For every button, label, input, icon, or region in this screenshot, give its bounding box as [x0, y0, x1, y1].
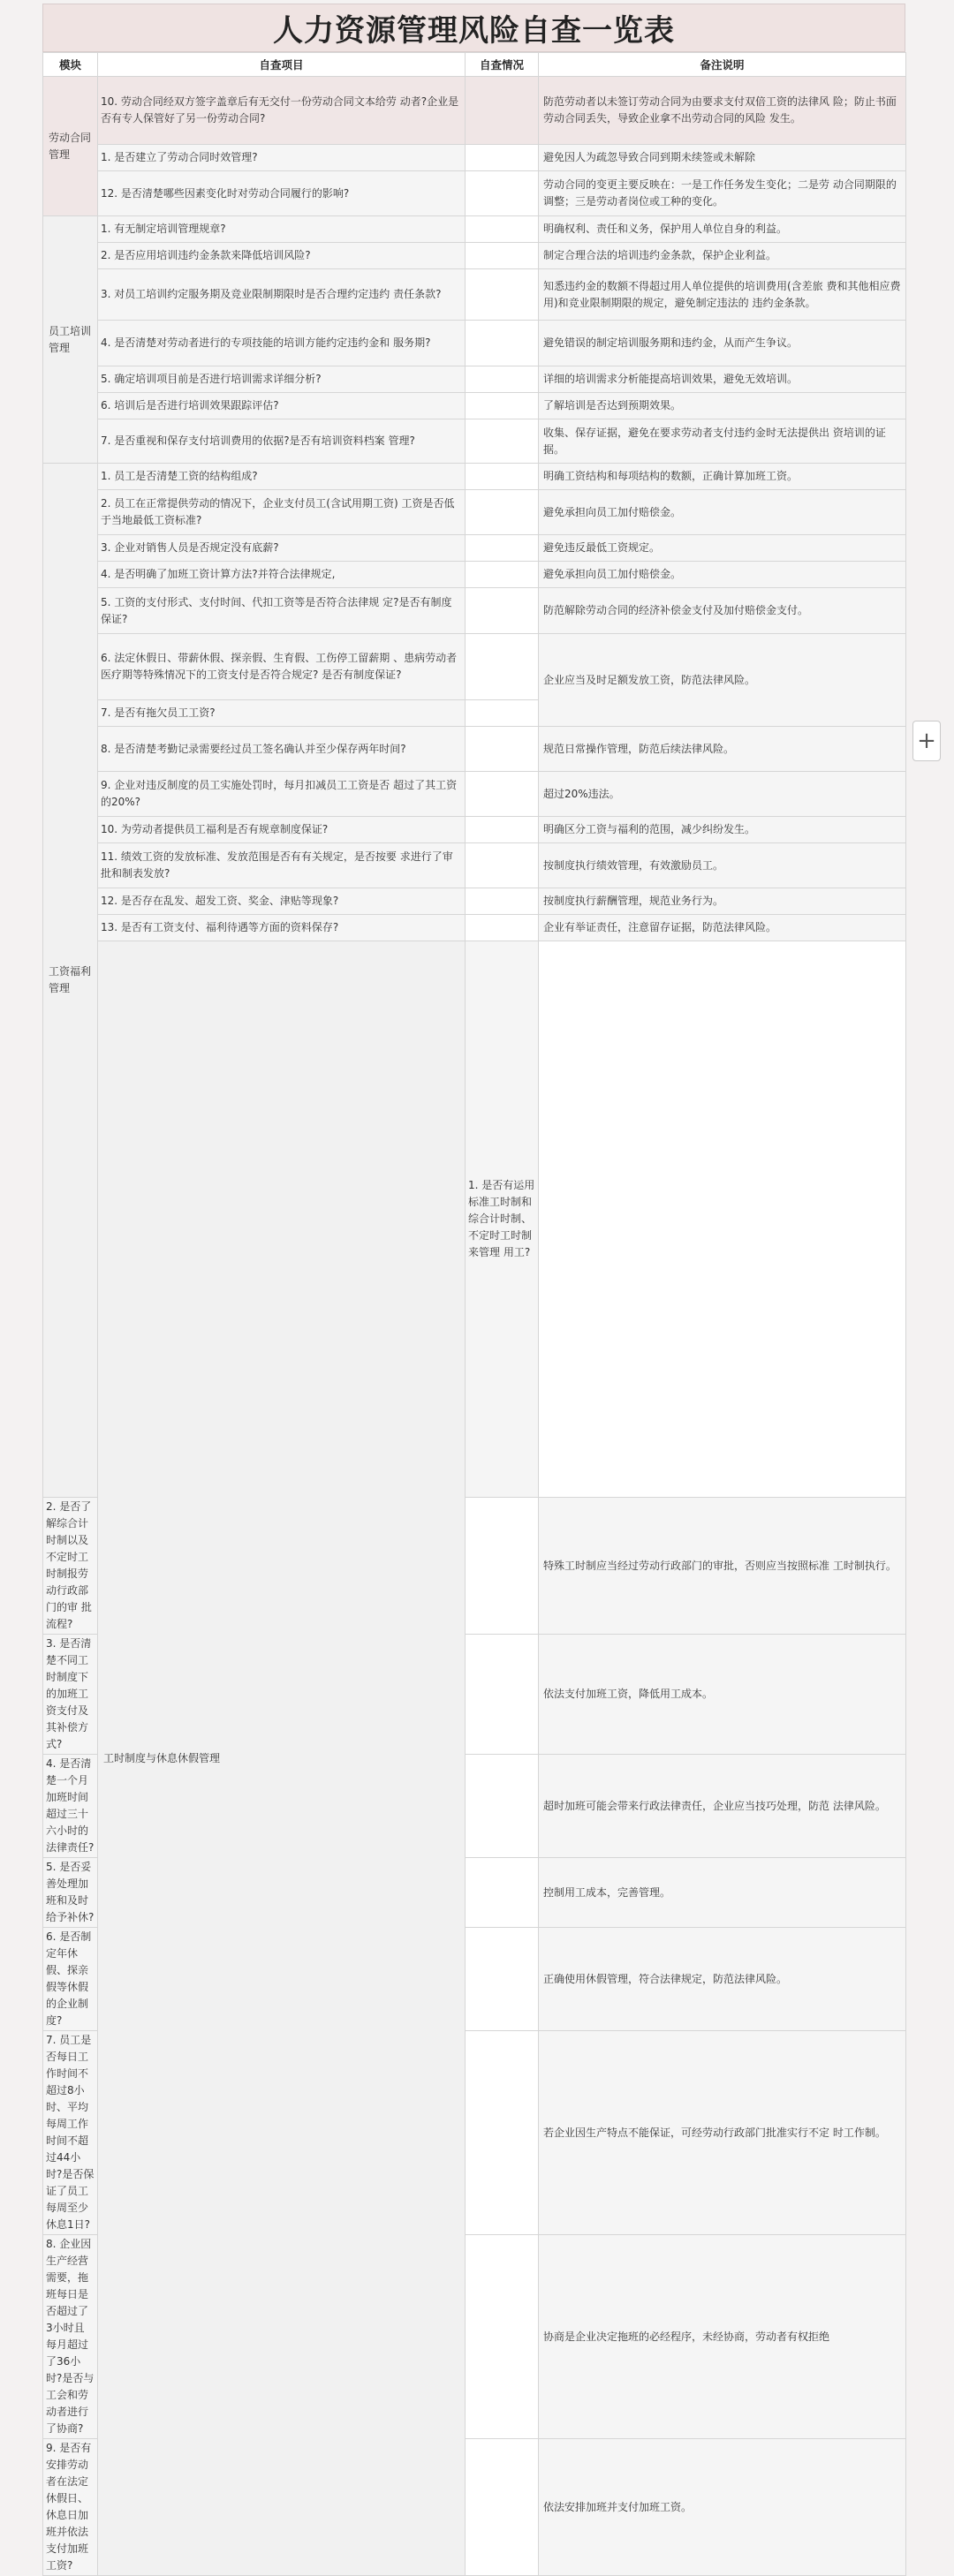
- item-cell[interactable]: 9. 企业对违反制度的员工实施处罚时，每月扣减员工工资是否 超过了其工资的20%?: [98, 772, 466, 817]
- note-cell[interactable]: 特殊工时制应当经过劳动行政部门的审批，否则应当按照标准 工时制执行。: [539, 1498, 906, 1635]
- item-cell[interactable]: 12. 是否存在乱发、超发工资、奖金、津贴等现象?: [98, 888, 466, 915]
- add-button[interactable]: +: [912, 721, 941, 761]
- table-row: [43, 77, 906, 145]
- table-row: [43, 535, 906, 562]
- note-cell[interactable]: 明确区分工资与福利的范围，减少纠纷发生。: [539, 817, 906, 843]
- item-cell[interactable]: 5. 确定培训项目前是否进行培训需求详细分析?: [98, 366, 466, 393]
- status-cell[interactable]: [466, 843, 539, 888]
- table-row: [43, 171, 906, 216]
- spreadsheet: [42, 4, 905, 2576]
- note-cell[interactable]: 避免错误的制定培训服务期和违约金，从而产生争议。: [539, 321, 906, 366]
- status-cell[interactable]: [466, 727, 539, 772]
- table-row: [43, 772, 906, 817]
- header-row: [43, 53, 906, 77]
- table-row: [43, 464, 906, 490]
- table-row: [43, 243, 906, 269]
- checklist-table: [42, 52, 906, 2576]
- status-cell[interactable]: [466, 562, 539, 588]
- item-cell[interactable]: 7. 是否重视和保存支付培训费用的依据?是否有培训资料档案 管理?: [98, 419, 466, 464]
- status-cell[interactable]: [466, 419, 539, 464]
- item-cell[interactable]: 2. 是否了解综合计时制以及不定时工时制报劳动行政部门的审 批流程?: [43, 1498, 98, 1635]
- table-row: [43, 941, 906, 1498]
- table-row: [43, 817, 906, 843]
- table-row: [43, 145, 906, 171]
- note-cell[interactable]: 避免承担向员工加付赔偿金。: [539, 562, 906, 588]
- note-cell[interactable]: 防范解除劳动合同的经济补偿金支付及加付赔偿金支付。: [539, 588, 906, 634]
- item-cell[interactable]: 8. 企业因生产经营需要，拖班每日是否超过了3小时且每月超过 了36小时?是否与工会和劳动者进行了协商?: [43, 2235, 98, 2439]
- status-cell[interactable]: [466, 1858, 539, 1928]
- table-row: [43, 490, 906, 535]
- status-cell[interactable]: [466, 464, 539, 490]
- status-cell[interactable]: [466, 772, 539, 817]
- table-row: [43, 588, 906, 634]
- status-cell[interactable]: [466, 1928, 539, 2031]
- item-cell[interactable]: 5. 工资的支付形式、支付时间、代扣工资等是否符合法律规 定?是否有制度保证?: [98, 588, 466, 634]
- note-cell[interactable]: 依法支付加班工资，降低用工成本。: [539, 1635, 906, 1755]
- item-cell[interactable]: 3. 对员工培训约定服务期及竞业限制期限时是否合理约定违约 责任条款?: [98, 269, 466, 321]
- module-cell[interactable]: 工资福利管理: [43, 464, 98, 1498]
- status-cell[interactable]: [466, 216, 539, 243]
- item-cell[interactable]: 6. 是否制定年休假、探亲假等休假的企业制度?: [43, 1928, 98, 2031]
- status-cell[interactable]: [466, 243, 539, 269]
- note-cell[interactable]: 劳动合同的变更主要反映在：一是工作任务发生变化；二是劳 动合同期限的调整；三是劳动者岗位或工种的变化。: [539, 171, 906, 216]
- table-row: [43, 727, 906, 772]
- item-cell[interactable]: 12. 是否清楚哪些因素变化时对劳动合同履行的影响?: [98, 171, 466, 216]
- item-cell[interactable]: 3. 企业对销售人员是否规定没有底薪?: [98, 535, 466, 562]
- status-cell[interactable]: [466, 888, 539, 915]
- status-cell[interactable]: [466, 588, 539, 634]
- item-cell[interactable]: 4. 是否明确了加班工资计算方法?并符合法律规定,: [98, 562, 466, 588]
- table-row: [43, 888, 906, 915]
- note-cell[interactable]: 防范劳动者以未签订劳动合同为由要求支付双倍工资的法律风 险；防止书面劳动合同丢失，导致企业拿不出劳动合同的风险 发生。: [539, 77, 906, 145]
- note-cell[interactable]: 避免因人为疏忽导致合同到期未续签或未解除: [539, 145, 906, 171]
- note-cell[interactable]: 协商是企业决定拖班的必经程序，未经协商，劳动者有权拒绝: [539, 2235, 906, 2439]
- item-cell[interactable]: 3. 是否清楚不同工时制度下的加班工资支付及其补偿方式?: [43, 1635, 98, 1755]
- status-cell[interactable]: [466, 145, 539, 171]
- item-cell[interactable]: 11. 绩效工资的发放标准、发放范围是否有有关规定，是否按要 求进行了审批和制表发放?: [98, 843, 466, 888]
- item-cell[interactable]: 8. 是否清楚考勤记录需要经过员工签名确认并至少保存两年时间?: [98, 727, 466, 772]
- item-cell[interactable]: 6. 培训后是否进行培训效果跟踪评估?: [98, 393, 466, 419]
- status-cell[interactable]: [466, 817, 539, 843]
- module-cell[interactable]: 劳动合同管理: [43, 77, 98, 216]
- header-module[interactable]: 模块: [43, 53, 98, 77]
- status-cell[interactable]: [466, 2235, 539, 2439]
- table-row: [43, 216, 906, 243]
- module-cell[interactable]: 员工培训管理: [43, 216, 98, 464]
- header-status[interactable]: 自查情况: [466, 53, 539, 77]
- note-cell[interactable]: 控制用工成本，完善管理。: [539, 1858, 906, 1928]
- table-row: [43, 321, 906, 366]
- status-cell[interactable]: [466, 2031, 539, 2235]
- item-cell[interactable]: 2. 员工在正常提供劳动的情况下，企业支付员工(含试用期工资) 工资是否低于当地最低工资标准?: [98, 490, 466, 535]
- item-cell[interactable]: 1. 是否有运用标准工时制和综合计时制、不定时工时制来管理 用工?: [466, 941, 539, 1498]
- table-body: [43, 77, 906, 2576]
- note-cell[interactable]: 按制度执行薪酬管理，规范业务行为。: [539, 888, 906, 915]
- status-cell[interactable]: [539, 941, 906, 1498]
- table-row: [43, 366, 906, 393]
- note-cell[interactable]: 依法安排加班并支付加班工资。: [539, 2439, 906, 2576]
- status-cell[interactable]: [466, 269, 539, 321]
- note-cell[interactable]: 企业有举证责任，注意留存证据，防范法律风险。: [539, 915, 906, 941]
- status-cell[interactable]: [466, 1755, 539, 1858]
- note-cell[interactable]: 避免违反最低工资规定。: [539, 535, 906, 562]
- status-cell[interactable]: [466, 700, 539, 727]
- status-cell[interactable]: [466, 77, 539, 145]
- note-cell[interactable]: 明确工资结构和每项结构的数额，正确计算加班工资。: [539, 464, 906, 490]
- status-cell[interactable]: [466, 366, 539, 393]
- status-cell[interactable]: [466, 535, 539, 562]
- item-cell[interactable]: 13. 是否有工资支付、福利待遇等方面的资料保存?: [98, 915, 466, 941]
- status-cell[interactable]: [466, 321, 539, 366]
- item-cell[interactable]: 1. 有无制定培训管理规章?: [98, 216, 466, 243]
- table-row: [43, 634, 906, 700]
- note-cell[interactable]: 若企业因生产特点不能保证，可经劳动行政部门批准实行不定 时工作制。: [539, 2031, 906, 2235]
- item-cell[interactable]: 9. 是否有安排劳动者在法定休假日、休息日加班并依法支付加班工资?: [43, 2439, 98, 2576]
- item-cell[interactable]: 10. 劳动合同经双方签字盖章后有无交付一份劳动合同文本给劳 动者?企业是否有专人保管好了另一份劳动合同?: [98, 77, 466, 145]
- item-cell[interactable]: 1. 员工是否清楚工资的结构组成?: [98, 464, 466, 490]
- sheet-title: 人力资源管理风险自查一览表: [42, 4, 905, 52]
- note-cell[interactable]: 超时加班可能会带来行政法律责任，企业应当技巧处理，防范 法律风险。: [539, 1755, 906, 1858]
- note-cell[interactable]: 收集、保存证据，避免在要求劳动者支付违约金时无法提供出 资培训的证据。: [539, 419, 906, 464]
- item-cell[interactable]: 5. 是否妥善处理加班和及时给予补休?: [43, 1858, 98, 1928]
- status-cell[interactable]: [466, 490, 539, 535]
- table-row: [43, 393, 906, 419]
- note-cell[interactable]: 了解培训是否达到预期效果。: [539, 393, 906, 419]
- status-cell[interactable]: [466, 634, 539, 700]
- note-cell[interactable]: 规范日常操作管理，防范后续法律风险。: [539, 727, 906, 772]
- table-row: [43, 419, 906, 464]
- note-cell[interactable]: 避免承担向员工加付赔偿金。: [539, 490, 906, 535]
- item-cell[interactable]: 4. 是否清楚一个月加班时间超过三十六小时的法律责任?: [43, 1755, 98, 1858]
- note-cell[interactable]: 制定合理合法的培训违约金条款，保护企业利益。: [539, 243, 906, 269]
- status-cell[interactable]: [466, 2439, 539, 2576]
- note-cell[interactable]: 明确权利、责任和义务，保护用人单位自身的利益。: [539, 216, 906, 243]
- note-cell[interactable]: 知悉违约金的数额不得超过用人单位提供的培训费用(含差旅 费和其他相应费用)和竞业限制期限的规定，避免制定违法的 违约金条款。: [539, 269, 906, 321]
- note-cell[interactable]: 企业应当及时足额发放工资，防范法律风险。: [539, 634, 906, 727]
- item-cell[interactable]: 4. 是否清楚对劳动者进行的专项技能的培训方能约定违约金和 服务期?: [98, 321, 466, 366]
- note-cell[interactable]: 详细的培训需求分析能提高培训效果，避免无效培训。: [539, 366, 906, 393]
- note-cell[interactable]: 按制度执行绩效管理，有效激励员工。: [539, 843, 906, 888]
- item-cell[interactable]: 1. 是否建立了劳动合同时效管理?: [98, 145, 466, 171]
- item-cell[interactable]: 10. 为劳动者提供员工福利是否有规章制度保证?: [98, 817, 466, 843]
- status-cell[interactable]: [466, 171, 539, 216]
- item-cell[interactable]: 2. 是否应用培训违约金条款来降低培训风险?: [98, 243, 466, 269]
- table-row: [43, 915, 906, 941]
- status-cell[interactable]: [466, 915, 539, 941]
- table-row: [43, 843, 906, 888]
- table-row: [43, 562, 906, 588]
- module-cell[interactable]: 工时制度与休息休假管理: [98, 941, 466, 2576]
- note-cell[interactable]: 正确使用休假管理，符合法律规定，防范法律风险。: [539, 1928, 906, 2031]
- item-cell[interactable]: 7. 员工是否每日工作时间不超过8小时、平均每周工作时间不超 过44小时?是否保证了员工每周至少休息1日?: [43, 2031, 98, 2235]
- status-cell[interactable]: [466, 1635, 539, 1755]
- table-row: [43, 269, 906, 321]
- item-cell[interactable]: 7. 是否有拖欠员工工资?: [98, 700, 466, 727]
- item-cell[interactable]: 6. 法定休假日、带薪休假、探亲假、生育假、工伤停工留薪期 、患病劳动者医疗期等特殊情况下的工资支付是否符合规定? 是否有制度保证?: [98, 634, 466, 700]
- header-item[interactable]: 自查项目: [98, 53, 466, 77]
- note-cell[interactable]: 超过20%违法。: [539, 772, 906, 817]
- status-cell[interactable]: [466, 1498, 539, 1635]
- header-note[interactable]: 备注说明: [539, 53, 906, 77]
- status-cell[interactable]: [466, 393, 539, 419]
